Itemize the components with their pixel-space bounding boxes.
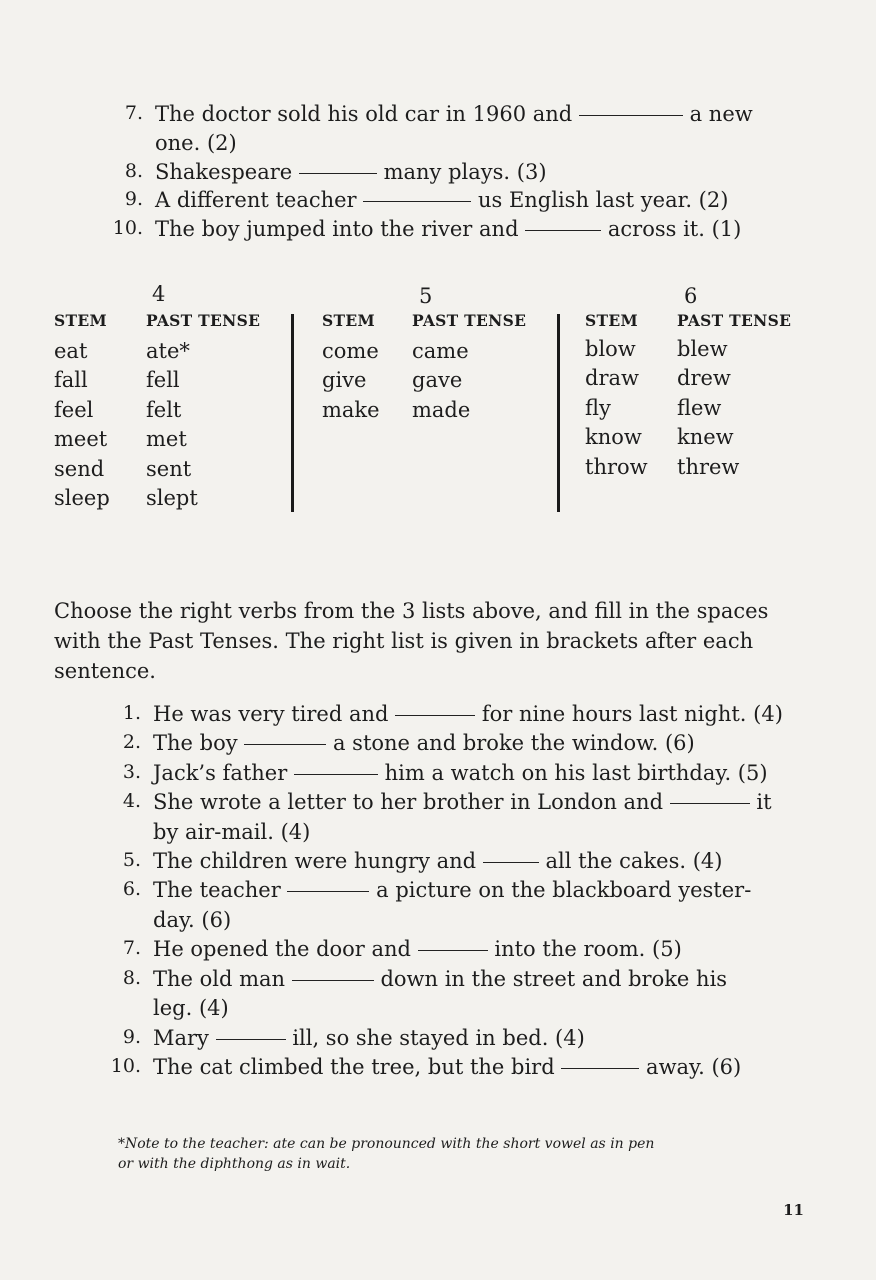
sentence-start: The doctor sold his old car in 1960 and: [155, 102, 573, 126]
answer-blank[interactable]: [244, 744, 326, 745]
sentence-start: The children were hungry and: [153, 849, 477, 873]
sentence-end: all the cakes. (4): [545, 849, 723, 873]
exercise-sentence: [153, 759, 768, 787]
sentence-start: The boy: [153, 731, 238, 755]
verb-past-tense: knew: [677, 425, 734, 450]
exercise-number: 6.: [122, 878, 141, 900]
verb-stem: fly: [585, 395, 611, 420]
exercise-number: 9.: [124, 188, 143, 210]
verb-stem: feel: [54, 397, 94, 422]
sentence-end: a new: [689, 102, 753, 126]
sentence-start: Jack’s father: [153, 761, 288, 785]
exercise-sentence: [153, 1024, 585, 1052]
sentence-end: away. (6): [646, 1055, 742, 1079]
exercise-sentence: [153, 700, 783, 728]
verb-past-tense: felt: [146, 397, 182, 422]
verb-stem: know: [585, 425, 642, 450]
verb-past-tense: drew: [677, 366, 731, 391]
verb-stem: eat: [54, 339, 88, 363]
sentence-end: many plays. (3): [383, 160, 547, 184]
answer-blank[interactable]: [418, 950, 488, 951]
exercise-sentence: [153, 847, 722, 875]
exercise-number: 7.: [124, 102, 143, 124]
sentence-start: Mary: [153, 1026, 209, 1050]
verb-stem: throw: [585, 454, 648, 479]
list-number: 5: [419, 284, 433, 308]
verb-stem: come: [322, 339, 379, 363]
sentence-end: ill, so she stayed in bed. (4): [292, 1026, 585, 1050]
exercise-number: 2.: [122, 731, 141, 753]
sentence-start: The old man: [153, 967, 286, 991]
answer-blank[interactable]: [525, 230, 601, 231]
exercise-number: 3.: [122, 761, 141, 783]
sentence-end: into the room. (5): [494, 937, 682, 961]
verb-past-tense: sent: [146, 456, 192, 481]
exercise-sentence: [155, 100, 753, 128]
sentence-end: for nine hours last night. (4): [481, 702, 783, 726]
page-number: 11: [783, 1201, 804, 1219]
sentence-start: She wrote a letter to her brother in London and: [153, 790, 664, 814]
exercise-number: 1.: [122, 702, 141, 724]
answer-blank[interactable]: [561, 1068, 639, 1069]
exercise-sentence: [153, 935, 682, 963]
exercise-number: 5.: [122, 849, 141, 871]
answer-blank[interactable]: [395, 715, 475, 716]
verb-stem: make: [322, 397, 380, 422]
past-tense-column-header: PAST TENSE: [412, 311, 527, 330]
exercise-number: 9.: [122, 1026, 141, 1048]
verb-past-tense: ate*: [146, 339, 190, 363]
verb-stem: give: [322, 368, 367, 393]
footnote-line: *Note to the teacher: ate can be pronounced with the short vowel as in pen: [118, 1136, 655, 1152]
exercise-number: 8.: [124, 160, 143, 182]
sentence-end: across it. (1): [607, 217, 742, 241]
verb-stem: draw: [585, 366, 639, 391]
sentence-end: down in the street and broke his: [380, 967, 728, 991]
instructions: [54, 596, 814, 686]
answer-blank[interactable]: [363, 201, 471, 202]
answer-blank[interactable]: [294, 774, 378, 775]
answer-blank[interactable]: [483, 862, 539, 863]
answer-blank[interactable]: [292, 980, 374, 981]
stem-column-header: STEM: [54, 311, 107, 330]
verb-stem: sleep: [54, 486, 110, 510]
sentence-end: us English last year. (2): [477, 188, 729, 212]
instruction-line: sentence.: [54, 659, 156, 683]
answer-blank[interactable]: [299, 173, 377, 174]
list-number: 6: [684, 284, 698, 308]
sentence-end: a stone and broke the window. (6): [332, 731, 695, 755]
sentence-start: The cat climbed the tree, but the bird: [153, 1055, 555, 1079]
exercise-sentence: [155, 186, 728, 214]
answer-blank[interactable]: [287, 891, 369, 892]
exercise-sentence: [153, 876, 751, 904]
verb-past-tense: blew: [677, 337, 728, 361]
exercise-sentence: [155, 215, 741, 243]
instruction-line: Choose the right verbs from the 3 lists above, and fill in the spaces: [54, 599, 769, 623]
verb-past-tense: met: [146, 427, 187, 452]
verb-stem: blow: [585, 337, 636, 361]
verb-past-tense: gave: [412, 368, 463, 393]
exercise-sentence: [153, 729, 695, 757]
verb-stem: meet: [54, 427, 108, 452]
sentence-start: A different teacher: [155, 188, 357, 212]
verb-past-tense: flew: [677, 395, 722, 420]
exercise-sentence: [153, 965, 727, 993]
exercise-sentence: [153, 1053, 741, 1081]
list-number: 4: [152, 282, 166, 306]
footnote-line: or with the diphthong as in wait.: [118, 1156, 351, 1172]
exercise-number: 8.: [122, 967, 141, 989]
past-tense-column-header: PAST TENSE: [146, 311, 261, 330]
exercise-number: 7.: [122, 937, 141, 959]
verb-past-tense: threw: [677, 454, 740, 479]
column-divider: [557, 314, 560, 512]
verb-past-tense: made: [412, 397, 471, 422]
sentence-end: him a watch on his last birthday. (5): [384, 761, 768, 785]
exercise-number: 10.: [110, 1055, 141, 1077]
verb-stem: send: [54, 456, 105, 481]
column-divider: [291, 314, 294, 512]
sentence-continuation: one. (2): [155, 131, 237, 155]
exercise-sentence: [153, 788, 772, 816]
sentence-start: He was very tired and: [153, 702, 389, 726]
sentence-end: it: [756, 790, 772, 814]
sentence-start: He opened the door and: [153, 937, 411, 961]
exercise-number: 4.: [122, 790, 141, 812]
sentence-continuation: by air-mail. (4): [153, 820, 311, 844]
answer-blank[interactable]: [216, 1039, 286, 1040]
sentence-continuation: leg. (4): [153, 996, 229, 1020]
past-tense-column-header: PAST TENSE: [677, 311, 792, 330]
verb-past-tense: came: [412, 339, 469, 363]
answer-blank[interactable]: [579, 115, 683, 116]
sentence-start: The teacher: [153, 878, 281, 902]
footnote: [118, 1134, 654, 1174]
sentence-start: The boy jumped into the river and: [155, 217, 519, 241]
exercise-number: 10.: [112, 217, 143, 239]
stem-column-header: STEM: [585, 311, 638, 330]
verb-past-tense: slept: [146, 486, 198, 510]
sentence-end: a picture on the blackboard yester-: [376, 878, 752, 902]
verb-stem: fall: [54, 368, 88, 393]
sentence-start: Shakespeare: [155, 160, 293, 184]
stem-column-header: STEM: [322, 311, 375, 330]
answer-blank[interactable]: [670, 803, 750, 804]
verb-past-tense: fell: [146, 368, 180, 393]
exercise-sentence: [155, 158, 547, 186]
instruction-line: with the Past Tenses. The right list is given in brackets after each: [54, 629, 754, 653]
sentence-continuation: day. (6): [153, 908, 232, 932]
